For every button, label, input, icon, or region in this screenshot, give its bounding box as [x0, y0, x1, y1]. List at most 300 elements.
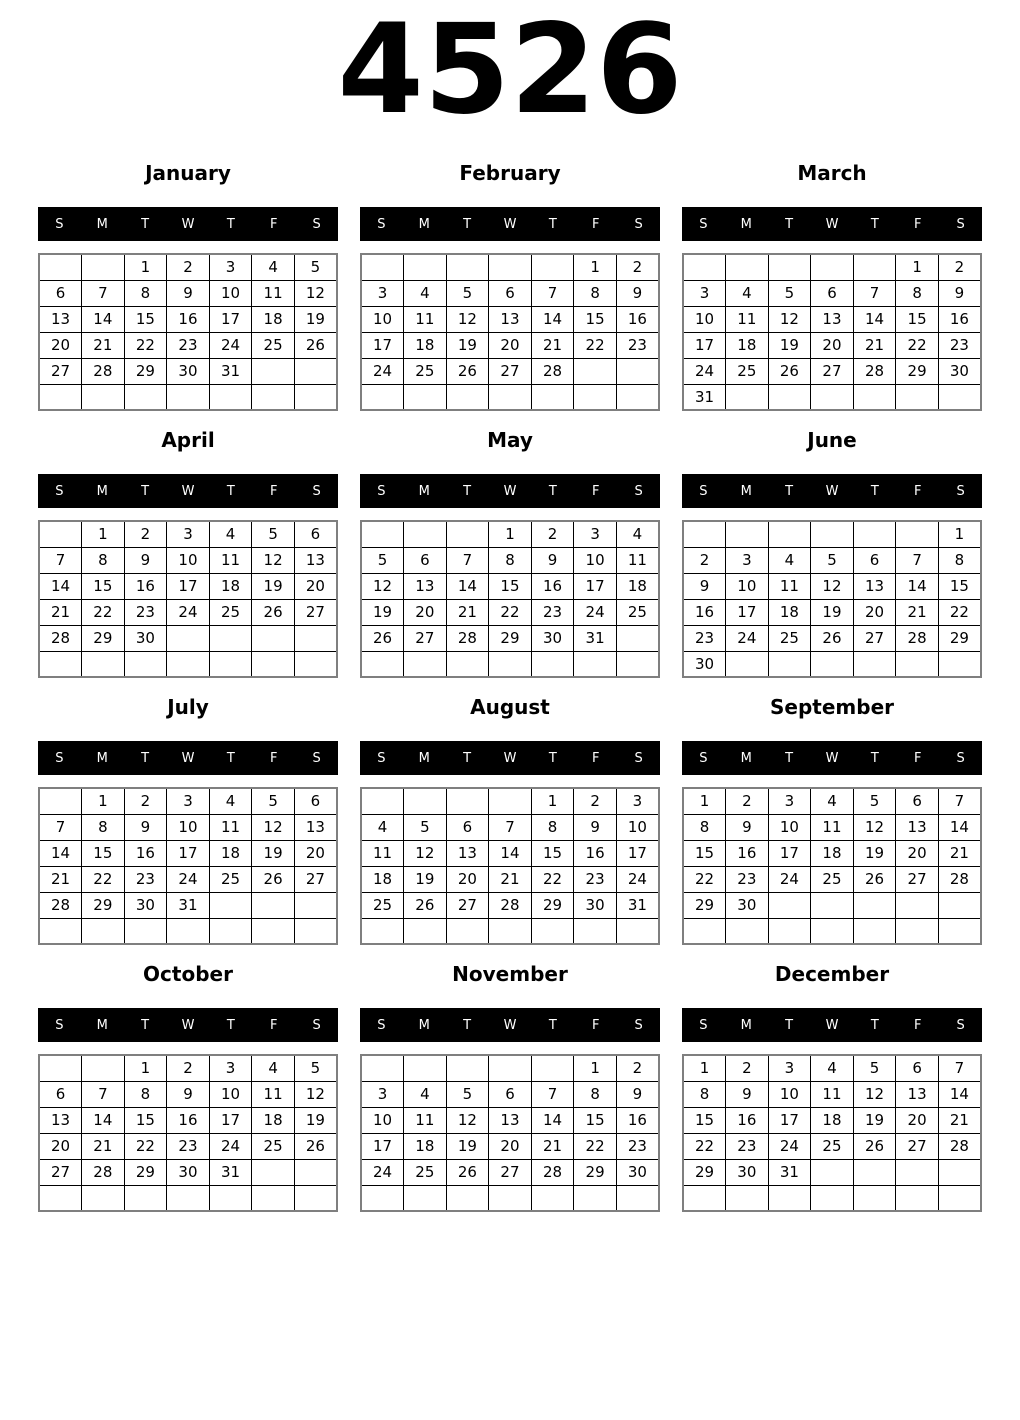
day-cell: 8 [531, 814, 574, 840]
day-cell: 23 [616, 1133, 659, 1159]
day-cell: 20 [446, 866, 489, 892]
day-cell: 28 [938, 1133, 981, 1159]
day-cell: 14 [39, 840, 82, 866]
day-cell: 8 [574, 1081, 617, 1107]
week-row [683, 840, 981, 866]
day-cell: 7 [446, 547, 489, 573]
week-row [683, 573, 981, 599]
day-cell: 11 [252, 1081, 295, 1107]
weekday-label: T [870, 483, 879, 499]
day-cell [294, 358, 337, 384]
month-grid [682, 520, 982, 678]
month-grid [682, 253, 982, 411]
day-cell: 29 [938, 625, 981, 651]
week-row [361, 332, 659, 358]
day-cell [39, 521, 82, 547]
day-cell [896, 1159, 939, 1185]
day-cell: 3 [768, 1055, 811, 1081]
day-cell [938, 1159, 981, 1185]
day-cell: 1 [896, 254, 939, 280]
day-cell [404, 254, 447, 280]
day-cell: 16 [124, 840, 167, 866]
day-cell: 23 [124, 599, 167, 625]
week-row [361, 547, 659, 573]
day-cell: 29 [124, 1159, 167, 1185]
day-cell: 6 [404, 547, 447, 573]
day-cell: 21 [531, 1133, 574, 1159]
day-cell: 8 [896, 280, 939, 306]
day-cell: 21 [938, 840, 981, 866]
week-row [39, 547, 337, 573]
day-cell: 18 [209, 573, 252, 599]
day-cell [531, 918, 574, 944]
day-cell: 1 [938, 521, 981, 547]
day-cell: 13 [294, 814, 337, 840]
day-cell: 18 [726, 332, 769, 358]
weekday-label: W [503, 1017, 517, 1033]
day-cell: 2 [167, 1055, 210, 1081]
day-cell: 27 [404, 625, 447, 651]
day-cell: 2 [616, 254, 659, 280]
day-cell: 7 [938, 788, 981, 814]
day-cell: 22 [938, 599, 981, 625]
day-cell: 25 [209, 866, 252, 892]
day-cell: 26 [853, 1133, 896, 1159]
day-cell [252, 1185, 295, 1211]
week-row [683, 521, 981, 547]
day-cell: 5 [404, 814, 447, 840]
weekday-label: F [591, 750, 600, 766]
day-cell [209, 918, 252, 944]
day-cell: 18 [252, 306, 295, 332]
day-cell: 19 [853, 840, 896, 866]
day-cell [489, 1055, 532, 1081]
day-cell: 8 [82, 814, 125, 840]
day-cell: 27 [896, 1133, 939, 1159]
day-cell: 2 [938, 254, 981, 280]
day-cell: 28 [896, 625, 939, 651]
day-cell [446, 1185, 489, 1211]
day-cell [574, 1185, 617, 1211]
day-cell [726, 1185, 769, 1211]
day-cell [811, 892, 854, 918]
day-cell: 11 [811, 814, 854, 840]
weekday-label: T [785, 483, 794, 499]
day-cell: 20 [294, 840, 337, 866]
day-cell: 19 [853, 1107, 896, 1133]
day-cell: 11 [726, 306, 769, 332]
day-cell [531, 384, 574, 410]
weekday-label: T [226, 483, 235, 499]
week-row [361, 280, 659, 306]
week-row [39, 866, 337, 892]
day-cell [39, 254, 82, 280]
day-cell: 27 [489, 1159, 532, 1185]
day-cell: 7 [896, 547, 939, 573]
day-cell: 20 [489, 1133, 532, 1159]
day-cell: 1 [531, 788, 574, 814]
day-cell: 18 [811, 1107, 854, 1133]
day-cell: 26 [294, 1133, 337, 1159]
day-cell: 22 [124, 1133, 167, 1159]
weekday-label: M [740, 750, 752, 766]
day-cell: 14 [531, 306, 574, 332]
day-cell: 12 [252, 547, 295, 573]
week-row [39, 332, 337, 358]
day-cell: 5 [446, 1081, 489, 1107]
day-cell [853, 254, 896, 280]
day-cell: 3 [726, 547, 769, 573]
day-cell: 13 [811, 306, 854, 332]
day-cell [616, 384, 659, 410]
day-cell: 10 [209, 280, 252, 306]
day-cell: 29 [896, 358, 939, 384]
day-cell: 1 [574, 254, 617, 280]
day-cell: 21 [489, 866, 532, 892]
weekday-label: T [548, 483, 557, 499]
weekday-label: T [870, 750, 879, 766]
day-cell [489, 651, 532, 677]
day-cell [768, 1185, 811, 1211]
weekday-label: S [312, 216, 321, 232]
day-cell: 29 [683, 892, 726, 918]
weekday-label: W [181, 1017, 195, 1033]
weekday-label: F [913, 750, 922, 766]
day-cell: 4 [811, 788, 854, 814]
day-cell [446, 254, 489, 280]
day-cell: 24 [361, 358, 404, 384]
weekday-label: F [591, 1017, 600, 1033]
day-cell: 3 [209, 254, 252, 280]
day-cell: 25 [361, 892, 404, 918]
day-cell: 29 [82, 892, 125, 918]
day-cell: 11 [209, 814, 252, 840]
week-row [361, 521, 659, 547]
weekday-label: F [913, 216, 922, 232]
day-cell: 30 [124, 625, 167, 651]
week-row [39, 358, 337, 384]
weekday-label: S [312, 1017, 321, 1033]
day-cell: 8 [574, 280, 617, 306]
day-cell [726, 651, 769, 677]
day-cell [616, 918, 659, 944]
day-cell: 20 [39, 332, 82, 358]
day-cell [294, 918, 337, 944]
day-cell: 21 [896, 599, 939, 625]
week-row [361, 1107, 659, 1133]
day-cell: 14 [531, 1107, 574, 1133]
day-cell: 28 [531, 1159, 574, 1185]
day-cell [361, 651, 404, 677]
day-cell [446, 918, 489, 944]
day-cell: 6 [811, 280, 854, 306]
weekday-header-bar [38, 207, 338, 241]
day-cell [294, 384, 337, 410]
week-row [683, 1159, 981, 1185]
day-cell: 1 [82, 521, 125, 547]
day-cell: 4 [252, 1055, 295, 1081]
weekday-label: T [141, 1017, 150, 1033]
day-cell: 20 [294, 573, 337, 599]
day-cell [361, 384, 404, 410]
day-cell [39, 651, 82, 677]
day-cell: 1 [489, 521, 532, 547]
day-cell [489, 788, 532, 814]
day-cell: 17 [167, 573, 210, 599]
day-cell: 30 [726, 1159, 769, 1185]
day-cell: 29 [683, 1159, 726, 1185]
day-cell: 18 [811, 840, 854, 866]
day-cell: 23 [531, 599, 574, 625]
day-cell: 14 [489, 840, 532, 866]
day-cell: 25 [209, 599, 252, 625]
day-cell: 4 [616, 521, 659, 547]
weekday-header-bar [682, 474, 982, 508]
day-cell: 15 [574, 1107, 617, 1133]
weekday-label: M [96, 483, 108, 499]
week-row [361, 306, 659, 332]
day-cell: 19 [811, 599, 854, 625]
day-cell: 11 [361, 840, 404, 866]
weekday-label: S [312, 483, 321, 499]
day-cell: 17 [209, 306, 252, 332]
day-cell: 28 [938, 866, 981, 892]
weekday-label: M [96, 750, 108, 766]
day-cell: 24 [616, 866, 659, 892]
day-cell [811, 1185, 854, 1211]
day-cell: 7 [938, 1055, 981, 1081]
day-cell [82, 918, 125, 944]
day-cell: 10 [574, 547, 617, 573]
day-cell [853, 651, 896, 677]
day-cell: 17 [209, 1107, 252, 1133]
day-cell: 27 [853, 625, 896, 651]
week-row [683, 358, 981, 384]
month-grid [360, 1054, 660, 1212]
day-cell: 1 [82, 788, 125, 814]
day-cell: 30 [726, 892, 769, 918]
weekday-label: W [181, 750, 195, 766]
day-cell [294, 1185, 337, 1211]
day-cell: 26 [361, 625, 404, 651]
day-cell [574, 358, 617, 384]
day-cell: 7 [531, 280, 574, 306]
day-cell: 24 [167, 599, 210, 625]
day-cell: 9 [167, 280, 210, 306]
day-cell: 10 [726, 573, 769, 599]
day-cell: 4 [404, 280, 447, 306]
weekday-label: W [825, 483, 839, 499]
month-grid [682, 1054, 982, 1212]
day-cell: 17 [616, 840, 659, 866]
day-cell: 27 [39, 358, 82, 384]
weekday-label: S [699, 750, 708, 766]
week-row [683, 625, 981, 651]
day-cell: 24 [768, 866, 811, 892]
day-cell [404, 1055, 447, 1081]
weekday-label: S [377, 216, 386, 232]
week-row [683, 788, 981, 814]
weekday-label: W [825, 1017, 839, 1033]
day-cell: 31 [209, 1159, 252, 1185]
day-cell: 13 [39, 306, 82, 332]
day-cell: 23 [683, 625, 726, 651]
day-cell: 16 [616, 306, 659, 332]
day-cell: 20 [404, 599, 447, 625]
day-cell: 30 [167, 358, 210, 384]
day-cell: 2 [726, 788, 769, 814]
day-cell [531, 651, 574, 677]
week-row [361, 573, 659, 599]
month-title: January [145, 161, 231, 185]
day-cell: 9 [124, 814, 167, 840]
day-cell [726, 521, 769, 547]
day-cell [361, 1185, 404, 1211]
day-cell: 10 [361, 1107, 404, 1133]
day-cell [531, 254, 574, 280]
day-cell: 31 [167, 892, 210, 918]
day-cell: 31 [683, 384, 726, 410]
day-cell [124, 1185, 167, 1211]
year-title: 4526 [337, 0, 683, 142]
day-cell: 26 [853, 866, 896, 892]
weekday-label: T [141, 216, 150, 232]
day-cell: 10 [768, 1081, 811, 1107]
weekday-label: T [548, 750, 557, 766]
day-cell: 14 [82, 306, 125, 332]
day-cell [811, 918, 854, 944]
day-cell [853, 918, 896, 944]
day-cell [938, 892, 981, 918]
weekday-label: M [418, 483, 430, 499]
day-cell: 13 [404, 573, 447, 599]
week-row [39, 1055, 337, 1081]
week-row [39, 1081, 337, 1107]
day-cell [82, 254, 125, 280]
day-cell: 24 [683, 358, 726, 384]
day-cell: 11 [252, 280, 295, 306]
day-cell: 7 [39, 547, 82, 573]
day-cell: 5 [768, 280, 811, 306]
day-cell [489, 384, 532, 410]
day-cell [853, 1159, 896, 1185]
day-cell: 19 [446, 332, 489, 358]
month-title: August [470, 695, 550, 719]
day-cell: 1 [124, 254, 167, 280]
day-cell: 22 [489, 599, 532, 625]
weekday-label: S [312, 750, 321, 766]
weekday-label: T [463, 483, 472, 499]
day-cell: 12 [404, 840, 447, 866]
day-cell [167, 651, 210, 677]
weekday-label: W [503, 216, 517, 232]
day-cell: 21 [938, 1107, 981, 1133]
day-cell [361, 1055, 404, 1081]
week-row [39, 1185, 337, 1211]
day-cell [574, 918, 617, 944]
day-cell [574, 384, 617, 410]
day-cell: 13 [896, 1081, 939, 1107]
week-row [361, 1055, 659, 1081]
week-row [39, 384, 337, 410]
weekday-label: M [740, 1017, 752, 1033]
weekday-label: T [463, 216, 472, 232]
day-cell [938, 384, 981, 410]
week-row [361, 788, 659, 814]
day-cell [82, 1185, 125, 1211]
day-cell: 13 [489, 1107, 532, 1133]
weekday-label: W [825, 750, 839, 766]
day-cell: 8 [489, 547, 532, 573]
day-cell: 28 [82, 1159, 125, 1185]
day-cell [252, 651, 295, 677]
week-row [683, 280, 981, 306]
day-cell [489, 254, 532, 280]
month-calendar [38, 163, 338, 411]
day-cell: 18 [361, 866, 404, 892]
week-row [683, 547, 981, 573]
day-cell [404, 788, 447, 814]
day-cell [811, 651, 854, 677]
day-cell [896, 1185, 939, 1211]
month-calendar [682, 697, 982, 945]
day-cell: 22 [896, 332, 939, 358]
day-cell: 15 [124, 1107, 167, 1133]
day-cell [811, 1159, 854, 1185]
day-cell: 8 [124, 1081, 167, 1107]
week-row [39, 280, 337, 306]
day-cell: 14 [938, 1081, 981, 1107]
day-cell: 10 [167, 814, 210, 840]
day-cell: 4 [811, 1055, 854, 1081]
day-cell: 18 [404, 1133, 447, 1159]
day-cell: 25 [811, 866, 854, 892]
day-cell [896, 651, 939, 677]
month-grid [360, 520, 660, 678]
day-cell [726, 384, 769, 410]
day-cell: 3 [616, 788, 659, 814]
week-row [39, 1107, 337, 1133]
day-cell: 22 [82, 599, 125, 625]
day-cell: 7 [531, 1081, 574, 1107]
week-row [361, 1159, 659, 1185]
day-cell: 23 [124, 866, 167, 892]
day-cell [124, 384, 167, 410]
day-cell: 2 [616, 1055, 659, 1081]
week-row [683, 1081, 981, 1107]
day-cell: 11 [616, 547, 659, 573]
day-cell: 28 [531, 358, 574, 384]
weekday-header-bar [38, 474, 338, 508]
week-row [39, 918, 337, 944]
day-cell: 16 [616, 1107, 659, 1133]
weekday-label: S [377, 1017, 386, 1033]
day-cell [896, 892, 939, 918]
day-cell: 5 [252, 521, 295, 547]
weekday-label: F [269, 1017, 278, 1033]
day-cell: 26 [446, 1159, 489, 1185]
day-cell [896, 918, 939, 944]
week-row [361, 1133, 659, 1159]
month-title: June [807, 428, 857, 452]
day-cell: 1 [683, 1055, 726, 1081]
day-cell: 12 [294, 1081, 337, 1107]
day-cell: 21 [853, 332, 896, 358]
day-cell: 23 [938, 332, 981, 358]
week-row [39, 1159, 337, 1185]
day-cell: 14 [82, 1107, 125, 1133]
weekday-label: T [141, 750, 150, 766]
